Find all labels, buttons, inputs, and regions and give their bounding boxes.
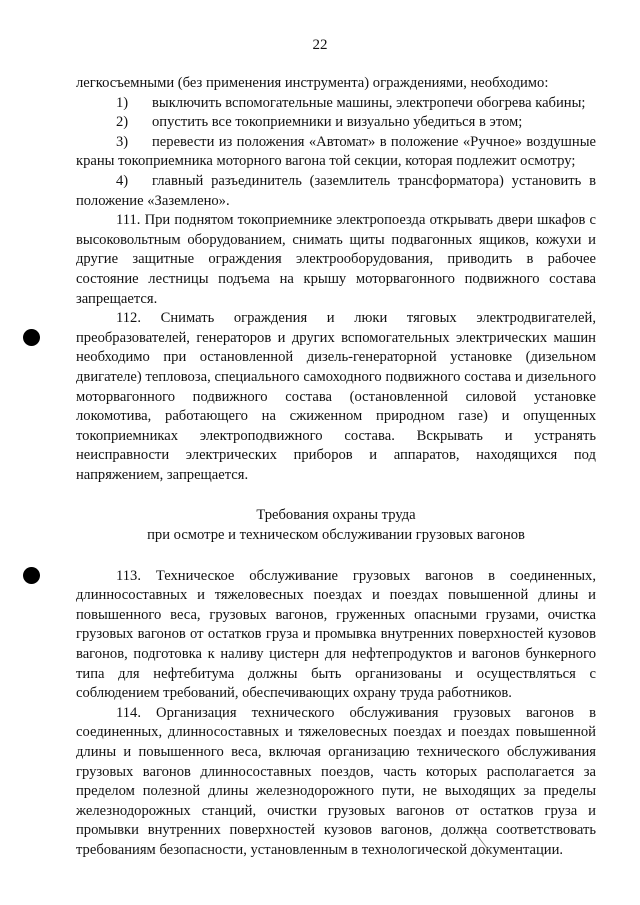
- list-item: [76, 113, 596, 133]
- list-item: [76, 133, 596, 172]
- list-item-text: главный разъединитель (заземлитель трансформатора) установить в положение «Заземлено».: [76, 172, 596, 209]
- list-item-text: перевести из положения «Автомат» в положение «Ручное» воздушные краны токоприемника моторного вагона той секции, которая подлежит осмотру;: [76, 133, 596, 170]
- list-item-number: 4): [116, 172, 129, 189]
- paragraph-112: 112. Снимать ограждения и люки тяговых электродвигателей, преобразователей, генераторов и других вспомогательных электрических машин необходимо при остановленной дизель-генераторной установке (дизельном двигателе) тепловоза, специального самоходного подвижного состава и дизельного моторвагонного подвижного состава (остановленной силовой установке локомотива, работающего на сжиженном природном газе) и опущенных токоприемниках электроподвижного состава. Вскрывать и устранять неисправности электрических приборов и аппаратов, находящихся под напряжением, запрещается.: [76, 310, 596, 483]
- section-heading-line1: Требования охраны труда: [256, 507, 416, 524]
- section-heading-line2: при осмотре и техническом обслуживании грузовых вагонов: [147, 527, 525, 544]
- list-item-text: выключить вспомогательные машины, электропечи обогрева кабины;: [152, 94, 586, 111]
- pen-scratch-mark: [470, 826, 494, 856]
- list-item: [76, 172, 596, 211]
- paragraph-113: 113. Техническое обслуживание грузовых вагонов в соединенных, длинносоставных и тяжеловесных поездах и поездах повышенной длины и повышенного веса, грузовых вагонов, груженных опасными грузами, очистка грузовых вагонов от остатков груза и промывка внутренних поверхностей кузовов вагонов, подготовка к наливу цистерн для нефтепродуктов и вагонов бункерного типа для нефтебитума должны быть организованы и осуществляться с соблюдением требований, обеспечивающих охрану труда работников.: [76, 567, 596, 702]
- list-item: [76, 94, 596, 114]
- list-item-number: 3): [116, 133, 129, 150]
- paragraph-114: 114. Организация технического обслуживания грузовых вагонов в соединенных, длинносоставных и тяжеловесных поездах и поездах повышенной длины и повышенного веса, включая организацию технического обслуживания грузовых вагонов длинносоставных поездов, часть которых располагается за пределом полезной длины железнодорожного пути, не выходящих за пределы железнодорожных станций, очистки грузовых вагонов от остатков груза и промывки внутренних поверхностей кузовов вагонов, должна соответствовать требованиям безопасности, установленным в технологической документации.: [76, 704, 596, 858]
- document-body: [76, 74, 596, 861]
- paragraph-111: 111. При поднятом токоприемнике электропоезда открывать двери шкафов с высоковольтным оборудованием, снимать щиты подвагонных ящиков, кожухи и другие защитные ограждения электрооборудования, приводить в рабочее состояние лестницы подъема на крышу моторвагонного подвижного состава запрещается.: [76, 212, 596, 307]
- binder-hole-marker: [23, 329, 40, 346]
- binder-hole-marker: [23, 567, 40, 584]
- page-number: 22: [312, 37, 328, 53]
- continued-sentence: легкосъемными (без применения инструмента) ограждениями, необходимо:: [76, 75, 549, 91]
- list-item-number: 2): [116, 114, 129, 131]
- list-item-number: 1): [116, 94, 129, 111]
- section-heading: [76, 506, 596, 545]
- list-item-text: опустить все токоприемники и визуально убедиться в этом;: [152, 114, 523, 131]
